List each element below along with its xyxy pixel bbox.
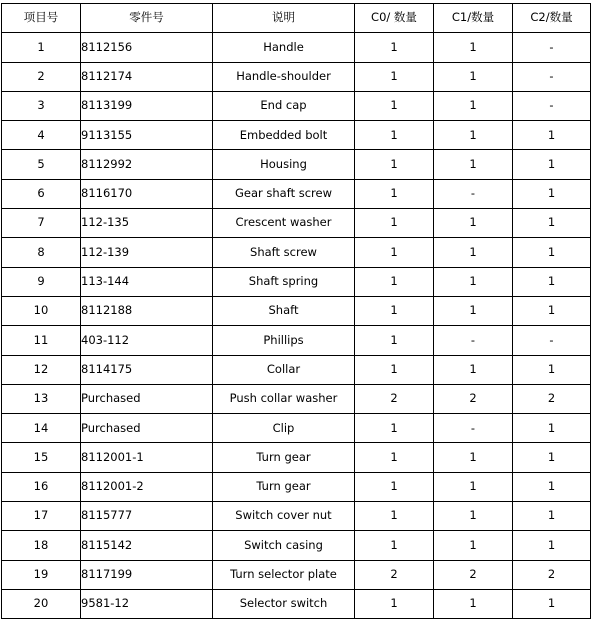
cell-part-number: 8112001-2 [81,472,213,501]
cell-c0-quantity: 1 [355,531,434,560]
table-row [2,296,591,325]
cell-c0-quantity: 1 [355,33,434,62]
cell-part-number: 112-135 [81,209,213,238]
table-row [2,267,591,296]
cell-c1-quantity: - [434,414,513,443]
cell-c0-quantity: 1 [355,326,434,355]
cell-c1-quantity: 1 [434,33,513,62]
header-c1-quantity: C1/数量 [434,4,513,33]
cell-item-number: 6 [2,179,81,208]
cell-c1-quantity: 1 [434,121,513,150]
table-row [2,531,591,560]
cell-item-number: 19 [2,560,81,589]
cell-c2-quantity: 1 [513,414,591,443]
parts-table [1,3,591,619]
cell-description: Turn gear [213,443,355,472]
cell-part-number: 8116170 [81,179,213,208]
cell-c2-quantity: 1 [513,209,591,238]
cell-description: Handle [213,33,355,62]
cell-part-number: Purchased [81,384,213,413]
cell-item-number: 3 [2,91,81,120]
cell-item-number: 9 [2,267,81,296]
cell-c2-quantity: 1 [513,589,591,618]
cell-c1-quantity: - [434,179,513,208]
cell-item-number: 8 [2,238,81,267]
cell-c0-quantity: 1 [355,414,434,443]
cell-description: Switch cover nut [213,502,355,531]
header-c0-quantity: C0/ 数量 [355,4,434,33]
cell-c2-quantity: 1 [513,121,591,150]
cell-c1-quantity: 1 [434,472,513,501]
table-row [2,121,591,150]
table-row [2,560,591,589]
cell-item-number: 13 [2,384,81,413]
cell-c0-quantity: 1 [355,91,434,120]
table-row [2,502,591,531]
header-part-number: 零件号 [81,4,213,33]
cell-description: Phillips [213,326,355,355]
cell-c1-quantity: 1 [434,238,513,267]
cell-description: Selector switch [213,589,355,618]
cell-item-number: 11 [2,326,81,355]
cell-c2-quantity: 1 [513,238,591,267]
cell-part-number: 8112188 [81,296,213,325]
table-row [2,179,591,208]
cell-c1-quantity: 1 [434,589,513,618]
table-row [2,589,591,618]
header-item-number: 项目号 [2,4,81,33]
cell-c1-quantity: 1 [434,150,513,179]
table-row [2,209,591,238]
cell-item-number: 16 [2,472,81,501]
cell-description: Collar [213,355,355,384]
cell-c0-quantity: 1 [355,209,434,238]
cell-c1-quantity: 2 [434,384,513,413]
cell-c0-quantity: 2 [355,560,434,589]
cell-c2-quantity: 2 [513,560,591,589]
table-row [2,62,591,91]
cell-item-number: 2 [2,62,81,91]
cell-c2-quantity: 1 [513,267,591,296]
cell-c2-quantity: 1 [513,502,591,531]
cell-c0-quantity: 1 [355,355,434,384]
cell-c2-quantity: 1 [513,296,591,325]
cell-c2-quantity: 1 [513,531,591,560]
cell-part-number: 8112001-1 [81,443,213,472]
cell-part-number: 8115777 [81,502,213,531]
cell-c1-quantity: 2 [434,560,513,589]
cell-c2-quantity: 1 [513,150,591,179]
cell-c0-quantity: 1 [355,238,434,267]
cell-part-number: 9581-12 [81,589,213,618]
cell-c2-quantity: - [513,326,591,355]
cell-c1-quantity: 1 [434,91,513,120]
cell-c1-quantity: 1 [434,355,513,384]
cell-c0-quantity: 1 [355,443,434,472]
cell-c0-quantity: 1 [355,121,434,150]
table-row [2,414,591,443]
table-row [2,91,591,120]
table-row [2,326,591,355]
header-c2-quantity: C2/数量 [513,4,591,33]
cell-c2-quantity: - [513,62,591,91]
cell-c1-quantity: 1 [434,62,513,91]
cell-description: Gear shaft screw [213,179,355,208]
cell-item-number: 18 [2,531,81,560]
header-row [2,4,591,33]
cell-item-number: 4 [2,121,81,150]
cell-part-number: 8113199 [81,91,213,120]
cell-part-number: 8112992 [81,150,213,179]
cell-item-number: 17 [2,502,81,531]
cell-description: Shaft [213,296,355,325]
cell-c2-quantity: - [513,91,591,120]
cell-description: Shaft spring [213,267,355,296]
cell-item-number: 7 [2,209,81,238]
cell-part-number: 8117199 [81,560,213,589]
cell-description: Housing [213,150,355,179]
cell-c1-quantity: - [434,326,513,355]
cell-description: Switch casing [213,531,355,560]
cell-c1-quantity: 1 [434,209,513,238]
cell-c1-quantity: 1 [434,531,513,560]
cell-c0-quantity: 1 [355,502,434,531]
cell-item-number: 12 [2,355,81,384]
cell-c1-quantity: 1 [434,443,513,472]
cell-c2-quantity: 1 [513,472,591,501]
cell-part-number: 8112174 [81,62,213,91]
cell-c1-quantity: 1 [434,267,513,296]
cell-item-number: 20 [2,589,81,618]
cell-c0-quantity: 1 [355,589,434,618]
cell-part-number: 113-144 [81,267,213,296]
cell-c0-quantity: 1 [355,179,434,208]
cell-c0-quantity: 2 [355,384,434,413]
cell-description: Embedded bolt [213,121,355,150]
cell-c2-quantity: 1 [513,179,591,208]
cell-item-number: 15 [2,443,81,472]
cell-item-number: 10 [2,296,81,325]
cell-part-number: 8115142 [81,531,213,560]
parts-table-body [2,33,591,619]
cell-c0-quantity: 1 [355,267,434,296]
cell-item-number: 1 [2,33,81,62]
cell-c0-quantity: 1 [355,150,434,179]
cell-description: Turn selector plate [213,560,355,589]
cell-description: Push collar washer [213,384,355,413]
cell-description: Turn gear [213,472,355,501]
cell-c2-quantity: 2 [513,384,591,413]
cell-c1-quantity: 1 [434,502,513,531]
cell-part-number: Purchased [81,414,213,443]
cell-part-number: 8114175 [81,355,213,384]
table-row [2,472,591,501]
header-description: 说明 [213,4,355,33]
cell-part-number: 8112156 [81,33,213,62]
cell-description: Clip [213,414,355,443]
cell-c0-quantity: 1 [355,296,434,325]
table-row [2,238,591,267]
table-row [2,355,591,384]
cell-c2-quantity: 1 [513,355,591,384]
cell-c0-quantity: 1 [355,472,434,501]
cell-c2-quantity: - [513,33,591,62]
cell-part-number: 112-139 [81,238,213,267]
cell-c0-quantity: 1 [355,62,434,91]
cell-description: Shaft screw [213,238,355,267]
cell-description: Crescent washer [213,209,355,238]
cell-part-number: 403-112 [81,326,213,355]
table-row [2,384,591,413]
cell-c2-quantity: 1 [513,443,591,472]
cell-description: Handle-shoulder [213,62,355,91]
cell-part-number: 9113155 [81,121,213,150]
table-row [2,33,591,62]
cell-item-number: 5 [2,150,81,179]
cell-description: End cap [213,91,355,120]
cell-item-number: 14 [2,414,81,443]
table-row [2,150,591,179]
cell-c1-quantity: 1 [434,296,513,325]
table-row [2,443,591,472]
